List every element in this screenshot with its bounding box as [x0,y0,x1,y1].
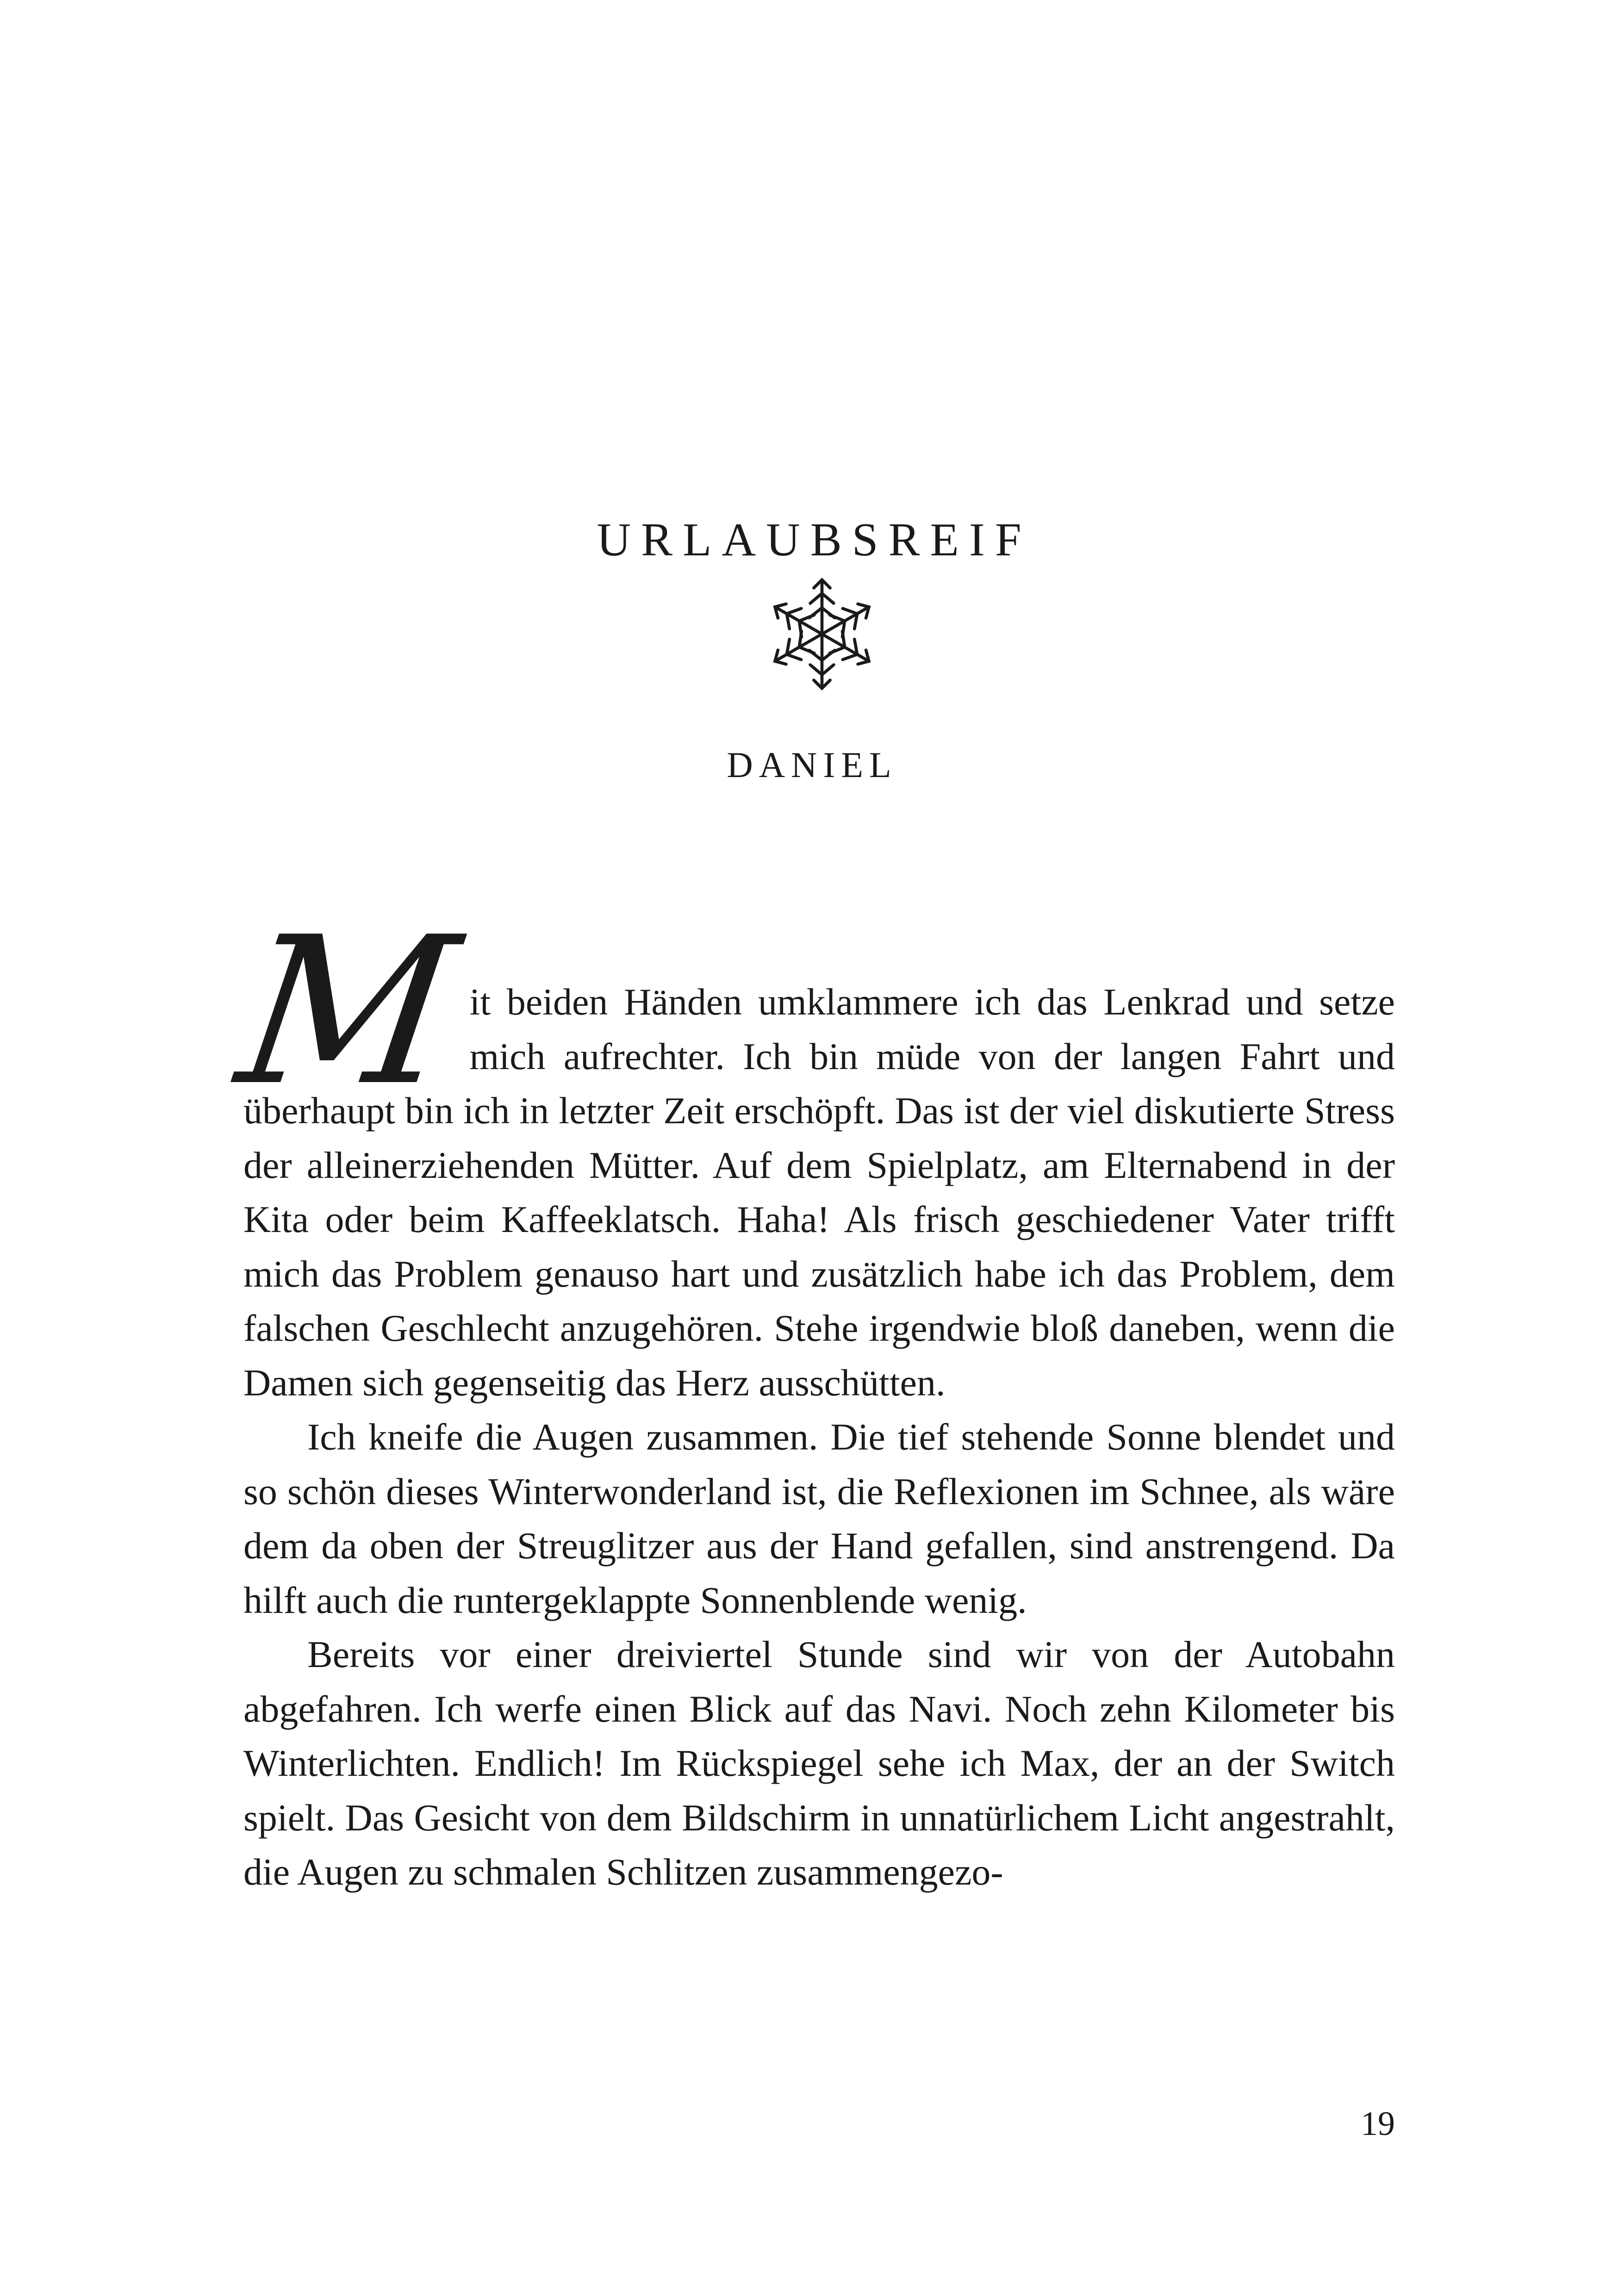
paragraph: Bereits vor einer dreiviertel Stunde sind wir von der Autobahn abgefahren. Ich werfe einen Blick auf das Navi. Noch zehn Kilometer bis Winterlichten. Endlich! Im Rückspiegel sehe ich Max, der an der Switch spielt. Das Gesicht von dem Bildschirm in unnatürlichem Licht angestrahlt, die Augen zu schmalen Schlitzen zusammengezo- [243,1633,1395,1893]
paragraph: Ich kneife die Augen zusammen. Die tief stehende Sonne blendet und so schön dieses Winterwonderland ist, die Reflexionen im Schnee, als wäre dem da oben der Streuglitzer aus der Hand gefallen, sind anstrengend. Da hilft auch die runtergeklappte Sonnenblende wenig. [243,1416,1395,1621]
pov-name: DANIEL [727,745,897,785]
body-text [227,893,1395,1899]
paragraph-text: it beiden Händen umklammere ich das Lenkrad und setze mich aufrechter. Ich bin müde von der langen Fahrt und überhaupt bin ich in letzter Zeit erschöpft. Das ist der viel diskutierte Stress der alleinerziehenden Mütter. Auf dem Spielplatz, am Elternabend in der Kita oder beim Kaffeeklatsch. Haha! Als frisch geschiedener Vater trifft mich das Problem genauso hart und zusätzlich habe ich das Problem, dem falschen Geschlecht anzugehören. Stehe irgendwie bloß daneben, wenn die Damen sich gegenseitig das Herz ausschütten. [243,981,1395,1404]
snowflake-icon [767,576,877,692]
drop-cap: M [227,893,469,1130]
chapter-title: URLAUBSREIF [597,514,1032,566]
page-number: 19 [1361,2105,1395,2143]
paragraph [227,893,1395,1410]
